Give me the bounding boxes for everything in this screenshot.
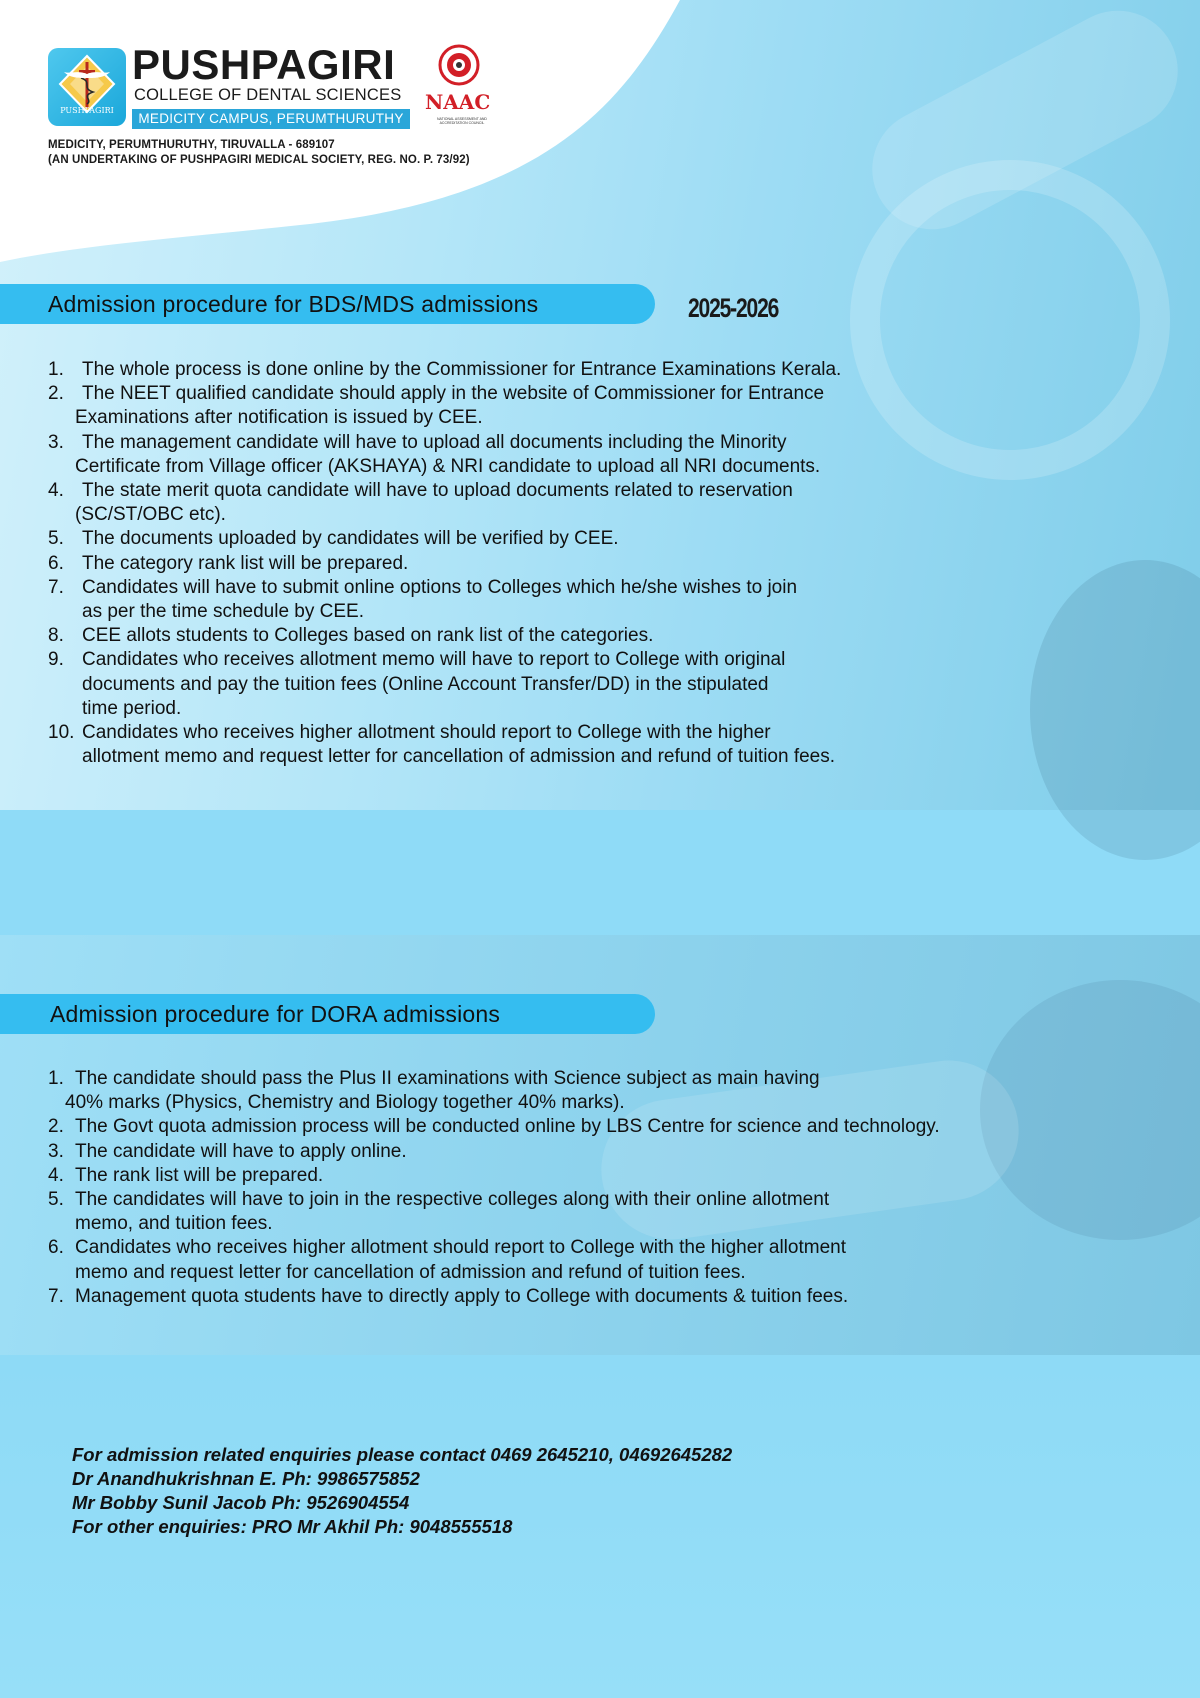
list-item: 2. The NEET qualified candidate should apply in the website of Commissioner for Entrance Examinations after notification is issued by CEE. (48, 383, 825, 429)
list-item: 10. Candidates who receives higher allotment should report to College with the higher allotment memo and request letter for cancellation of admission and refund of tuition fees. (48, 722, 836, 768)
list-item: 9. Candidates who receives allotment memo will have to report to College with original documents and pay the tuition fees (Online Account Transfer/DD) in the stipulated time period. (48, 649, 786, 719)
list-item: 4. The state merit quota candidate will have to upload documents related to reservation (SC/ST/OBC etc). (48, 480, 793, 526)
list-item: 4. The rank list will be prepared. (48, 1164, 324, 1186)
list-item: 3. The management candidate will have to upload all documents including the Minority Certificate from Village officer (AKSHAYA) & NRI candidate to upload all NRI documents. (48, 431, 821, 477)
logo-caption: PUSHPAGIRI (60, 106, 114, 115)
list-item: 3. The candidate will have to apply online. (48, 1140, 407, 1162)
list-item: 7. Candidates will have to submit online options to Colleges which he/she wishes to join as per the time schedule by CEE. (48, 576, 798, 623)
list-item: 6. Candidates who receives higher allotment should report to College with the higher allotment memo and request letter for cancellation of admission and refund of tuition fees. (48, 1237, 846, 1283)
address-line: MEDICITY, PERUMTHURUTHY, TIRUVALLA - 689107 (48, 139, 335, 151)
naac-full-name: NATIONAL ASSESSMENT AND ACCREDITATION COUNCIL (437, 117, 487, 125)
bds-mds-procedure-list (48, 358, 1088, 769)
list-item: 2. The Govt quota admission process will be conducted online by LBS Centre for science and technology. (48, 1116, 940, 1138)
academic-year: 2025-2026 (688, 293, 779, 323)
bds-mds-section-title: Admission procedure for BDS/MDS admissions (48, 291, 539, 317)
list-item: 8. CEE allots students to Colleges based on rank list of the categories. (48, 625, 654, 647)
list-item: 6. The category rank list will be prepared. (48, 552, 409, 574)
dora-procedure-list (48, 1067, 1158, 1309)
other-enquiries-line: For other enquiries: PRO Mr Akhil Ph: 9048555518 (72, 1516, 513, 1537)
college-name: PUSHPAGIRI (132, 41, 396, 88)
list-item: 5. The documents uploaded by candidates will be verified by CEE. (48, 528, 619, 550)
enquiry-contact-line: For admission related enquiries please contact 0469 2645210, 04692645282 (72, 1444, 733, 1465)
list-item: 1. The whole process is done online by the Commissioner for Entrance Examinations Kerala. (48, 359, 842, 380)
background-band-middle (0, 810, 1200, 935)
list-item: 1. The candidate should pass the Plus II examinations with Science subject as main having 40% marks (Physics, Chemistry and Biology together 40% marks). (48, 1068, 820, 1114)
dora-section-title: Admission procedure for DORA admissions (50, 1001, 501, 1027)
contact-person-line: Dr Anandhukrishnan E. Ph: 9986575852 (72, 1468, 420, 1489)
list-item: 5. The candidates will have to join in the respective colleges along with their online allotment memo, and tuition fees. (48, 1189, 830, 1235)
society-line: (AN UNDERTAKING OF PUSHPAGIRI MEDICAL SOCIETY, REG. NO. P. 73/92) (48, 154, 470, 166)
college-subtitle: COLLEGE OF DENTAL SCIENCES (134, 86, 402, 104)
campus-banner: MEDICITY CAMPUS, PERUMTHURUTHY (132, 109, 410, 129)
naac-seal-icon (438, 44, 480, 86)
contact-person-line: Mr Bobby Sunil Jacob Ph: 9526904554 (72, 1492, 410, 1513)
naac-logo-text: NAAC (425, 90, 491, 114)
list-item: 7. Management quota students have to directly apply to College with documents & tuition fees. (48, 1285, 849, 1307)
